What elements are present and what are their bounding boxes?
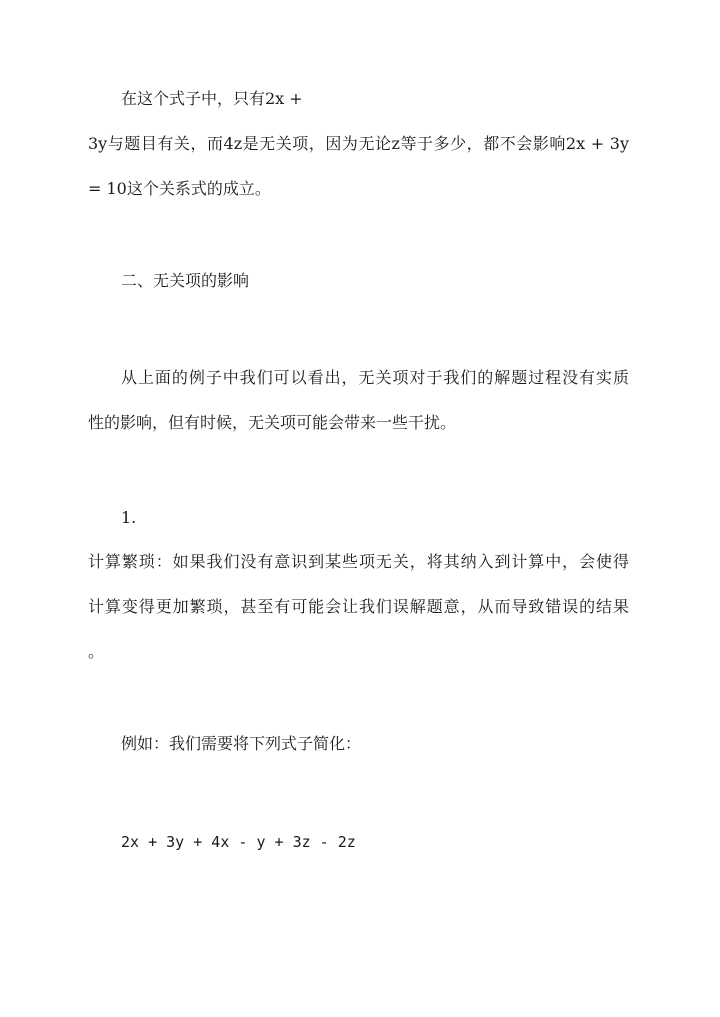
list-item-line-2: 计算变得更加繁琐，甚至有可能会让我们误解题意，从而导致错误的结果 [88,597,629,616]
paragraph-1-line-3: = 10这个关系式的成立。 [88,179,271,198]
list-item-line-3: 。 [88,642,105,661]
list-item-line-1: 计算繁琐：如果我们没有意识到某些项无关，将其纳入到计算中，会使得 [88,552,629,571]
math-expression: 2x + 3y + 4x - y + 3z - 2z [121,833,356,851]
paragraph-1-line-1: 在这个式子中，只有2x + [121,89,303,108]
paragraph-2-line-1: 从上面的例子中我们可以看出，无关项对于我们的解题过程没有实质 [121,368,629,387]
section-heading: 二、无关项的影响 [121,271,250,290]
example-intro: 例如：我们需要将下列式子简化： [121,734,362,753]
paragraph-1-line-2: 3y与题目有关，而4z是无关项，因为无论z等于多少，都不会影响2x + 3y [88,134,629,153]
list-item-number: 1. [121,508,137,527]
paragraph-2-line-2: 性的影响，但有时候，无关项可能会带来一些干扰。 [88,413,457,432]
